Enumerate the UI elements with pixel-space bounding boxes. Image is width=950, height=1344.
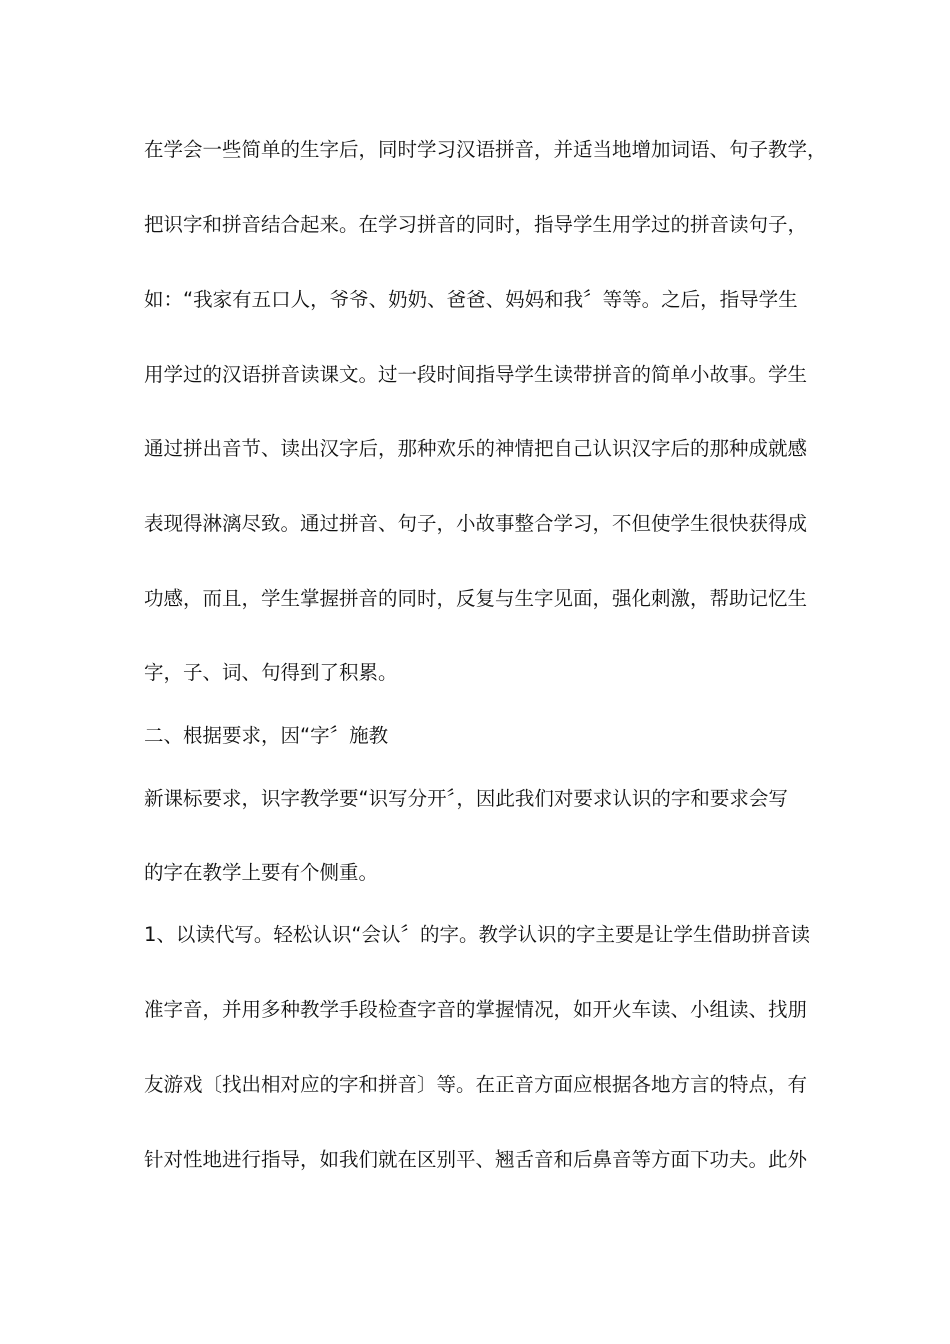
- paragraph-line: 字，子、词、句得到了积累。: [144, 661, 398, 684]
- paragraph-line: 友游戏〔找出相对应的字和拼音〕等。在正音方面应根据各地方言的特点，有: [144, 1073, 808, 1096]
- paragraph-line: 如：“我家有五口人，爷爷、奶奶、爸爸、妈妈和我〞等等。之后，指导学生: [144, 288, 798, 311]
- paragraph-line: 在学会一些简单的生字后，同时学习汉语拼音，并适当地增加词语、句子教学，: [144, 138, 827, 161]
- paragraph-line: 1、以读代写。轻松认识“会认〞的字。教学认识的字主要是让学生借助拼音读: [144, 923, 811, 946]
- paragraph-line: 表现得淋漓尽致。通过拼音、句子，小故事整合学习，不但使学生很快获得成: [144, 512, 808, 535]
- paragraph-line: 的字在教学上要有个侧重。: [144, 861, 379, 884]
- paragraph-line: 准字音，并用多种教学手段检查字音的掌握情况，如开火车读、小组读、找朋: [144, 998, 808, 1021]
- paragraph-line: 把识字和拼音结合起来。在学习拼音的同时，指导学生用学过的拼音读句子，: [144, 213, 808, 236]
- paragraph-line: 用学过的汉语拼音读课文。过一段时间指导学生读带拼音的简单小故事。学生: [144, 363, 808, 386]
- paragraph-line: 新课标要求，识字教学要“识写分开〞，因此我们对要求认识的字和要求会写: [144, 787, 788, 810]
- paragraph-line: 功感，而且，学生掌握拼音的同时，反复与生字见面，强化刺激，帮助记忆生: [144, 587, 808, 610]
- paragraph-line: 针对性地进行指导，如我们就在区别平、翘舌音和后鼻音等方面下功夫。此外: [144, 1148, 808, 1171]
- section-heading: 二、根据要求，因“字〞施教: [144, 724, 389, 747]
- paragraph-line: 通过拼出音节、读出汉字后，那种欢乐的神情把自己认识汉字后的那种成就感: [144, 437, 808, 460]
